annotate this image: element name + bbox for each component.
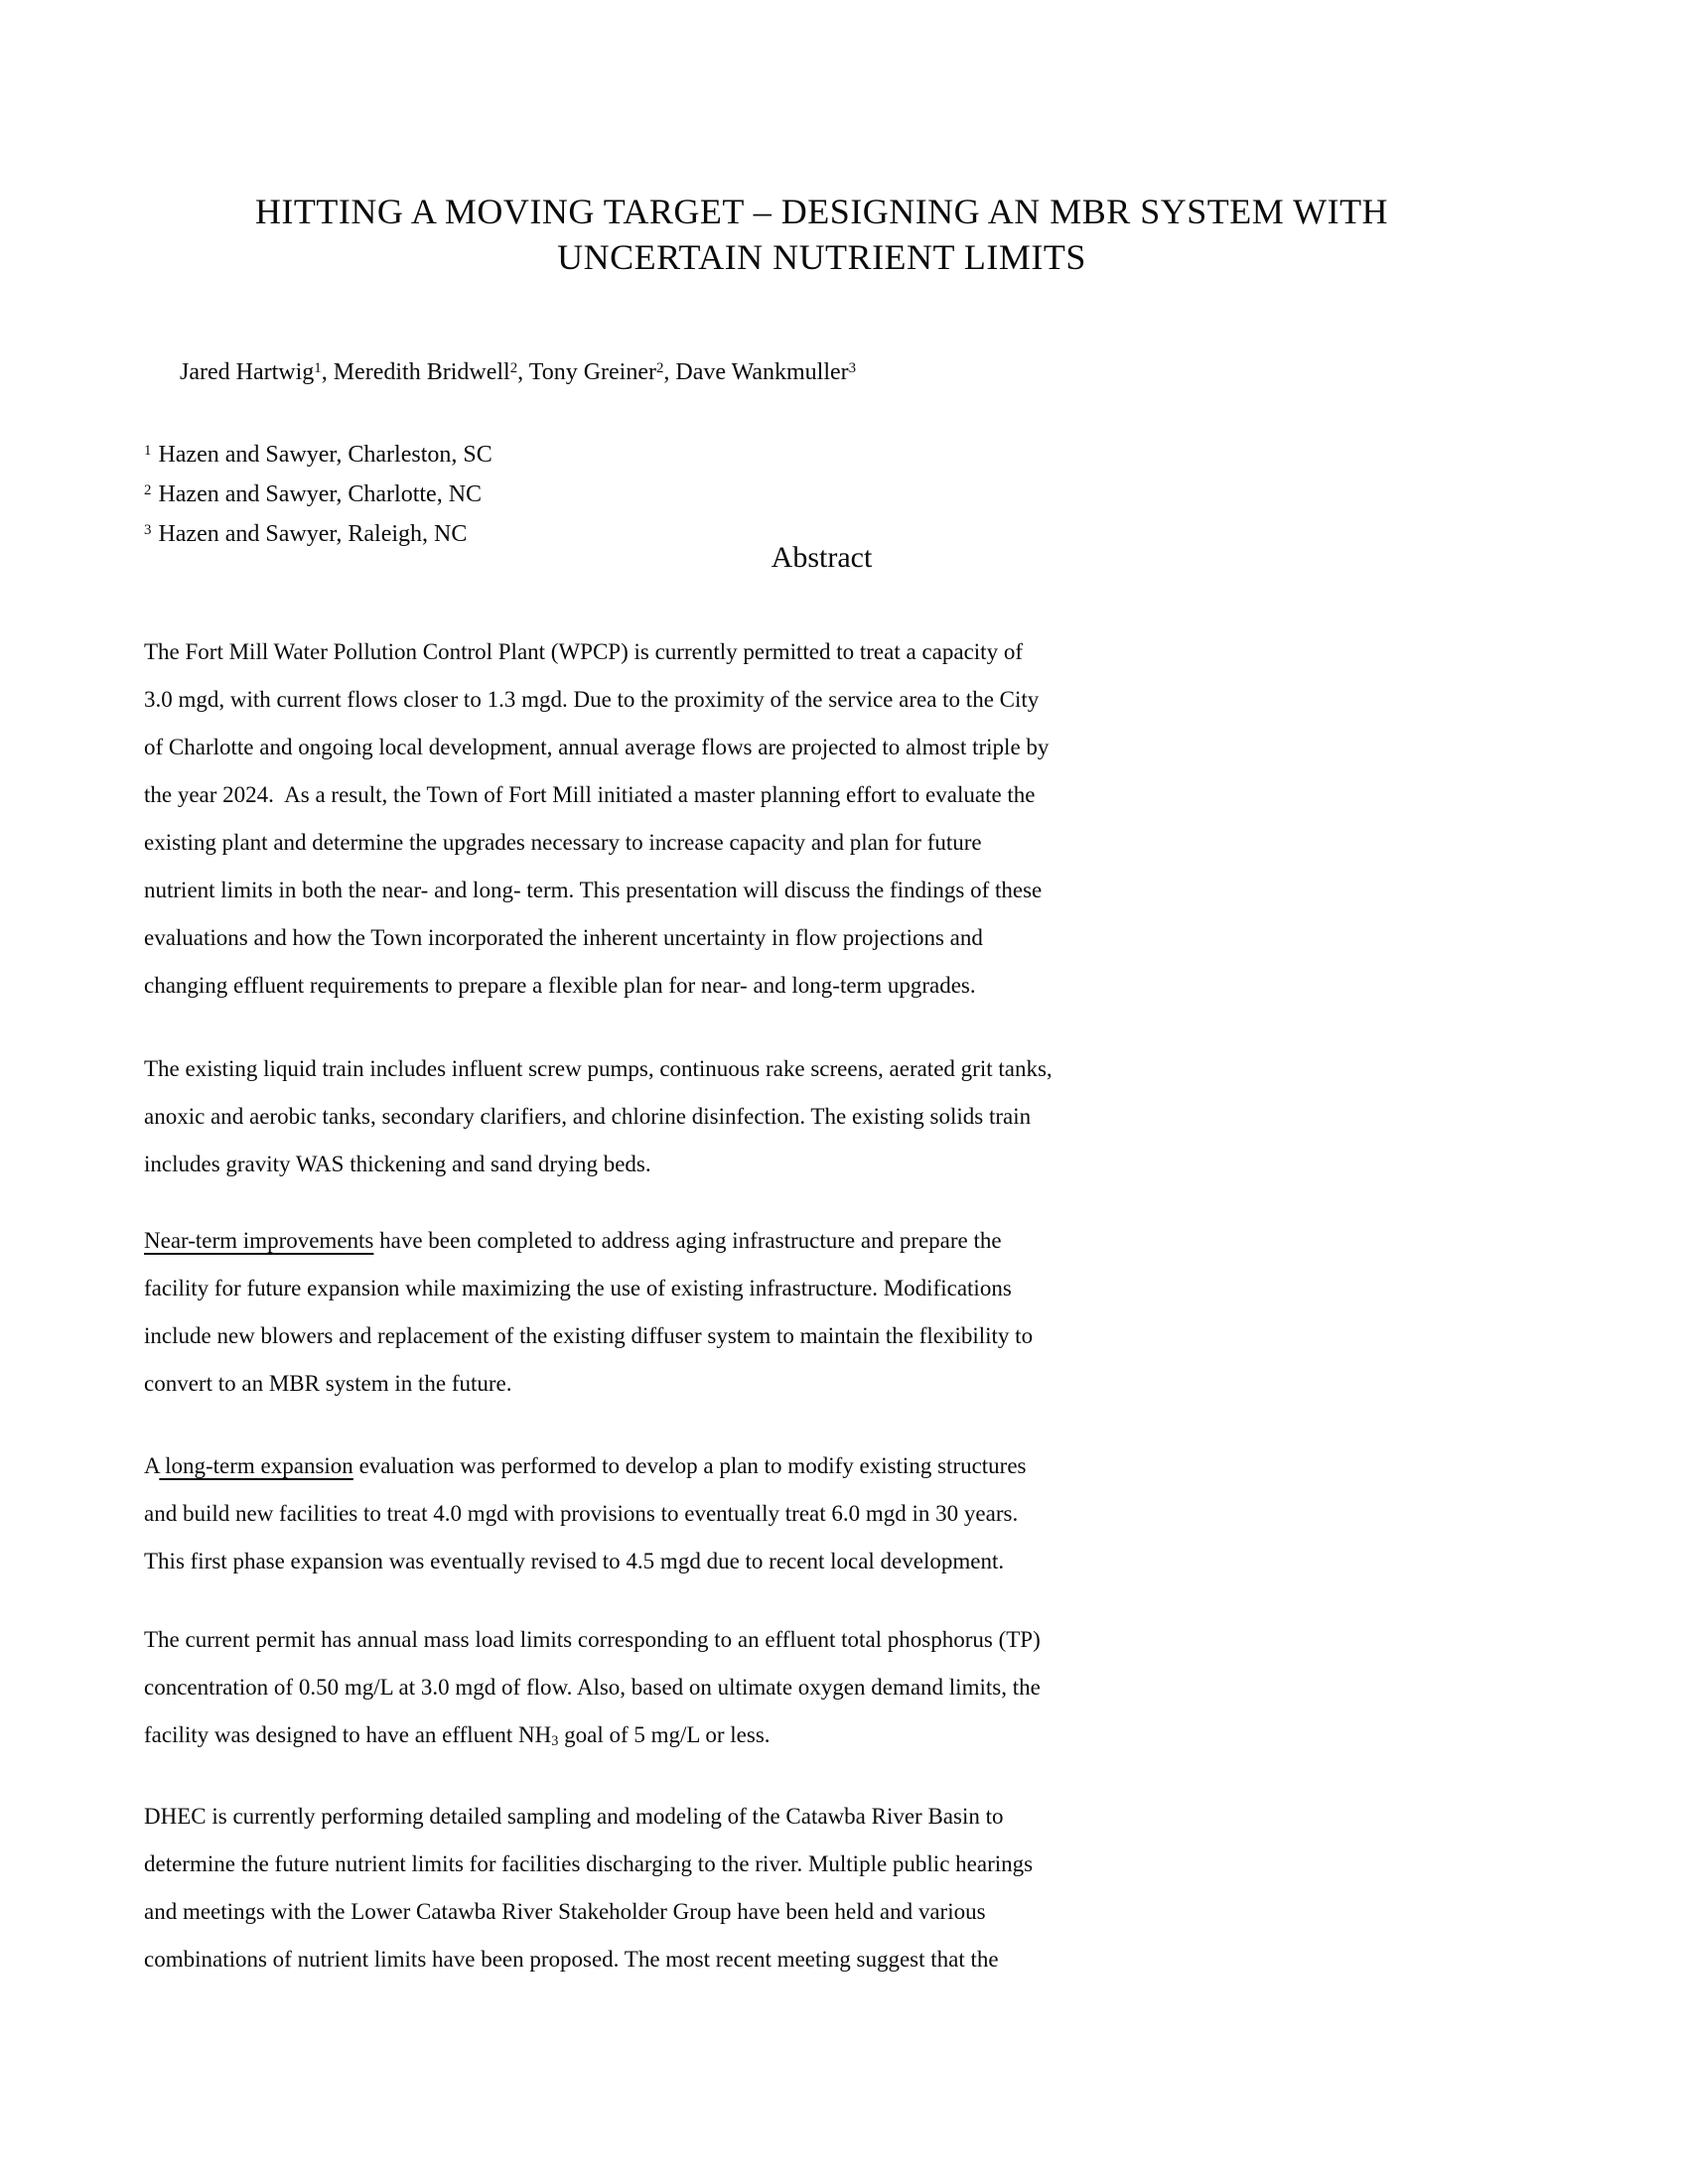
affiliation-superscript: 1 <box>144 443 152 460</box>
abstract-paragraph-6 <box>144 1793 1614 1983</box>
text-line: and build new facilities to treat 4.0 mgd with provisions to eventually treat 6.0 mgd in 30 years. <box>144 1501 1019 1526</box>
title-line-2: UNCERTAIN NUTRIENT LIMITS <box>557 237 1086 277</box>
text-line <box>144 1711 1614 1762</box>
text-line: concentration of 0.50 mg/L at 3.0 mgd of flow. Also, based on ultimate oxygen demand limits, the <box>144 1675 1041 1700</box>
author-separator: , <box>321 359 334 385</box>
text-line: changing effluent requirements to prepare a flexible plan for near- and long-term upgrades. <box>144 973 976 998</box>
text-line: determine the future nutrient limits for facilities discharging to the river. Multiple public hearings <box>144 1851 1034 1876</box>
affiliation-text: Hazen and Sawyer, Raleigh, NC <box>158 521 468 547</box>
text-segment: facility was designed to have an effluent NH <box>144 1722 552 1747</box>
underlined-phrase: Near-term improvements <box>144 1228 374 1253</box>
text-line: includes gravity WAS thickening and sand drying beds. <box>144 1152 651 1176</box>
author-separator: , <box>663 359 676 385</box>
text-line: include new blowers and replacement of the existing diffuser system to maintain the flexibility to <box>144 1323 1034 1348</box>
text-line <box>144 1217 1614 1265</box>
author-separator: , <box>517 359 529 385</box>
text-line <box>144 1442 1614 1490</box>
text-line: anoxic and aerobic tanks, secondary clarifiers, and chlorine disinfection. The existing solids train <box>144 1104 1032 1129</box>
author-name: Tony Greiner <box>528 359 656 385</box>
text-line: the year 2024. As a result, the Town of Fort Mill initiated a master planning effort to evaluate the <box>144 782 1036 807</box>
abstract-paragraph-5 <box>144 1616 1614 1762</box>
abstract-paragraph-3 <box>144 1217 1614 1408</box>
abstract-paragraph-4 <box>144 1442 1614 1585</box>
affiliation-line <box>144 477 856 516</box>
affiliation-text: Hazen and Sawyer, Charleston, SC <box>158 442 492 468</box>
author-line <box>144 318 856 431</box>
abstract-paragraph-2 <box>144 1045 1614 1188</box>
author-affiliation-superscript: 2 <box>509 360 518 377</box>
text-line: evaluations and how the Town incorporated the inherent uncertainty in flow projections and <box>144 925 983 950</box>
text-segment: goal of 5 mg/L or less. <box>558 1722 771 1747</box>
abstract-paragraph-1 <box>144 628 1614 1010</box>
text-line: combinations of nutrient limits have been proposed. The most recent meeting suggest that the <box>144 1947 999 1972</box>
byline-block <box>144 318 856 556</box>
text-line: nutrient limits in both the near- and long- term. This presentation will discuss the findings of these <box>144 878 1043 902</box>
text-line: facility for future expansion while maximizing the use of existing infrastructure. Modifications <box>144 1276 1012 1300</box>
underlined-phrase: long-term expansion <box>159 1453 353 1478</box>
text-segment: evaluation was performed to develop a plan to modify existing structures <box>352 1453 1027 1478</box>
affiliation-superscript: 2 <box>144 482 152 499</box>
author-name: Jared Hartwig <box>180 359 315 385</box>
affiliation-line <box>144 437 856 477</box>
text-segment: have been completed to address aging infrastructure and prepare the <box>373 1228 1002 1253</box>
affiliation-superscript: 3 <box>144 522 152 539</box>
text-line: and meetings with the Lower Catawba River Stakeholder Group have been held and various <box>144 1899 986 1924</box>
text-line: The Fort Mill Water Pollution Control Plant (WPCP) is currently permitted to treat a capacity of <box>144 639 1023 664</box>
abstract-heading: Abstract <box>771 541 873 574</box>
author-affiliation-superscript: 3 <box>848 360 857 377</box>
page-title <box>0 189 1643 280</box>
text-line: This first phase expansion was eventually revised to 4.5 mgd due to recent local development. <box>144 1549 1005 1573</box>
text-line: of Charlotte and ongoing local development, annual average flows are projected to almost triple by <box>144 735 1050 759</box>
title-line-1: HITTING A MOVING TARGET – DESIGNING AN MBR SYSTEM WITH <box>254 192 1389 231</box>
author-name: Dave Wankmuller <box>675 359 849 385</box>
text-line: existing plant and determine the upgrades necessary to increase capacity and plan for future <box>144 830 982 855</box>
author-affiliation-superscript: 2 <box>655 360 664 377</box>
text-line: 3.0 mgd, with current flows closer to 1.3 mgd. Due to the proximity of the service area to the City <box>144 687 1040 712</box>
author-affiliation-superscript: 1 <box>314 360 322 377</box>
text-line: convert to an MBR system in the future. <box>144 1371 512 1396</box>
text-segment: A <box>144 1453 160 1478</box>
author-name: Meredith Bridwell <box>333 359 510 385</box>
text-line: DHEC is currently performing detailed sampling and modeling of the Catawba River Basin to <box>144 1804 1004 1829</box>
affiliation-text: Hazen and Sawyer, Charlotte, NC <box>158 481 483 507</box>
chemical-subscript: 3 <box>551 1732 559 1749</box>
text-line: The current permit has annual mass load limits corresponding to an effluent total phosphorus (TP) <box>144 1627 1041 1652</box>
text-line: The existing liquid train includes influent screw pumps, continuous rake screens, aerated grit tanks, <box>144 1056 1053 1081</box>
